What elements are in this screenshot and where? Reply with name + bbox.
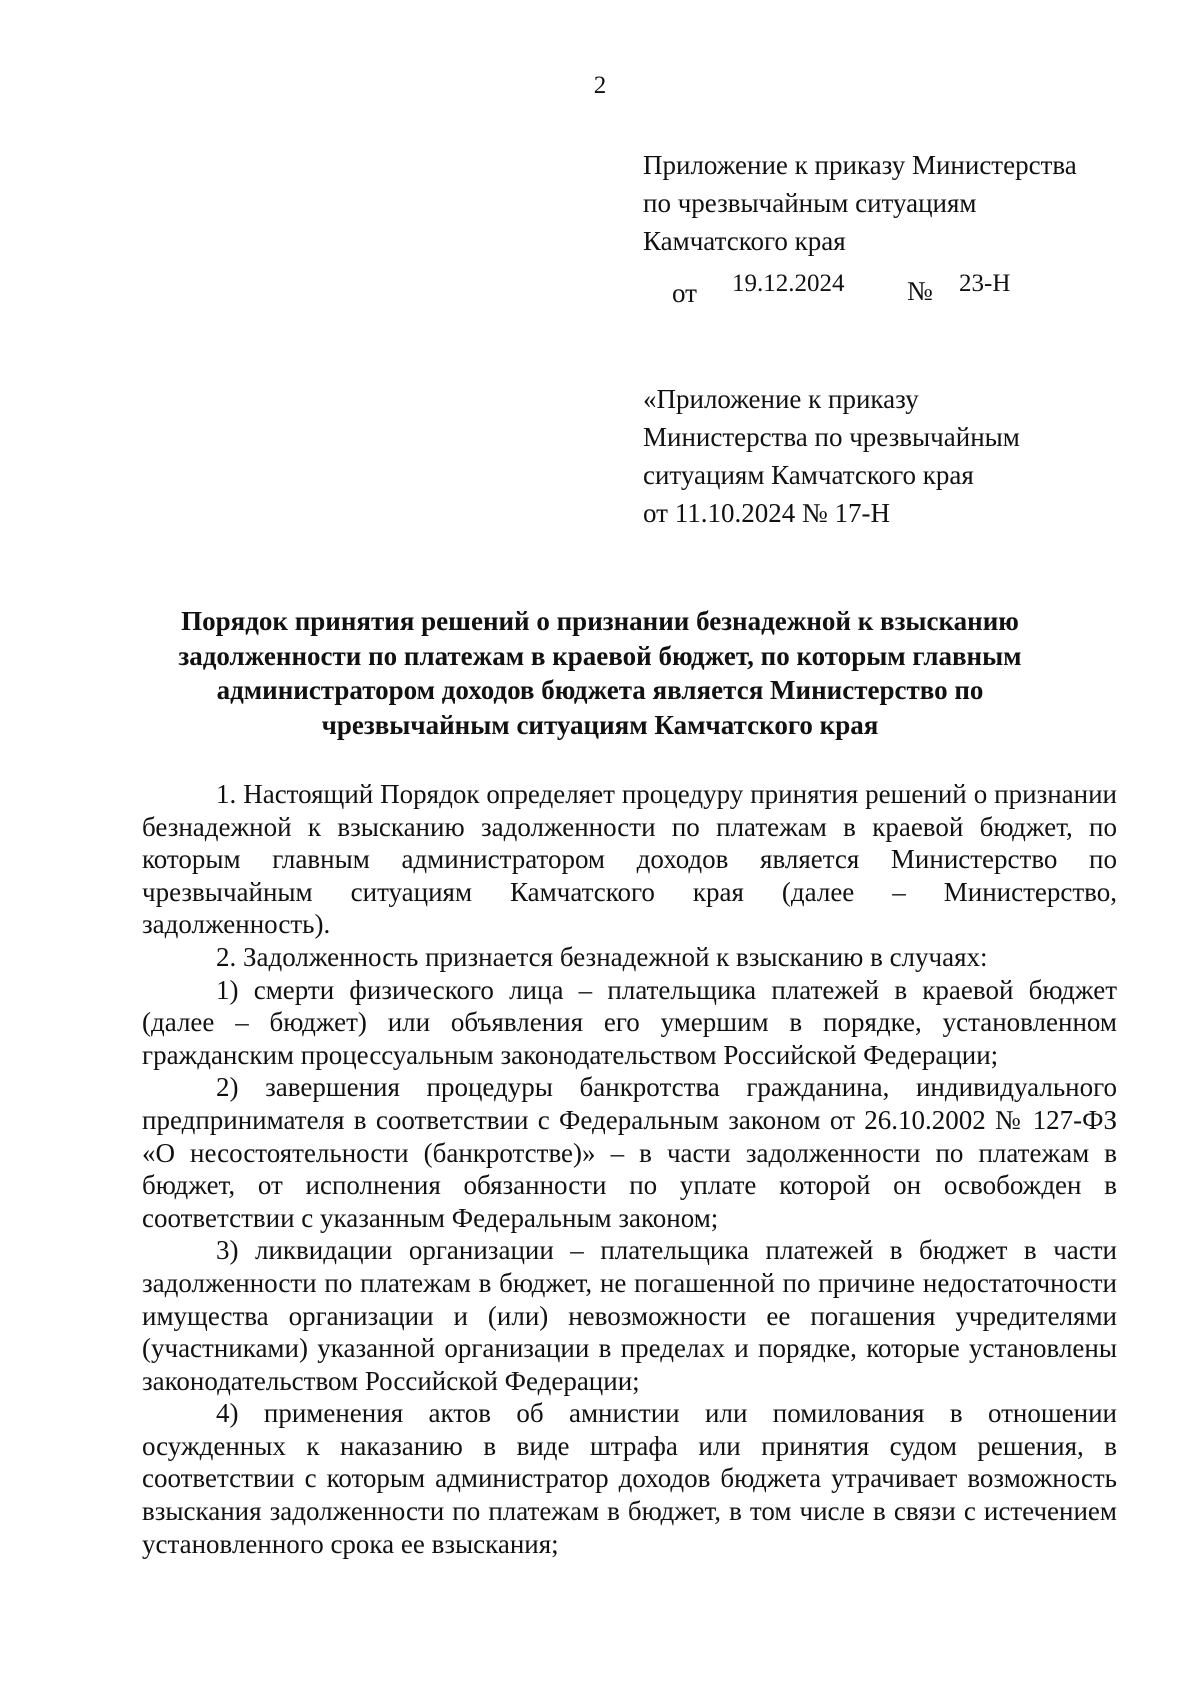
order-from-label: от bbox=[672, 278, 697, 308]
order-number: 23-Н bbox=[959, 270, 1011, 297]
page-number: 2 bbox=[593, 72, 607, 99]
paragraph: 2. Задолженность признается безнадежной к взысканию в случаях: bbox=[216, 941, 988, 972]
document-title bbox=[150, 604, 1050, 742]
paragraph: 2) завершения процедуры банкротства гражданина, индивидуального предпринимателя в соответствии с Федеральным законом от 26.10.2002 № 127-ФЗ «О несостоятельности (банкротстве)» – в части задолженности по платежам в бюджет, от исполнения обязанности по уплате которой он освобожден в соответствии с указанным Федеральным законом; bbox=[142, 1072, 1117, 1233]
previous-appendix-line: от 11.10.2024 № 17-Н bbox=[643, 498, 890, 528]
previous-appendix-line: Министерства по чрезвычайным bbox=[643, 422, 1020, 452]
previous-appendix-line: ситуациям Камчатского края bbox=[643, 460, 974, 490]
title-line: задолженности по платежам в краевой бюджет, по которым главным bbox=[178, 640, 1022, 671]
paragraph: 3) ликвидации организации – плательщика платежей в бюджет в части задолженности по платежам в бюджет, не погашенной по причине недостаточности имущества организации и (или) невозможности ее погашения учредителями (участниками) указанной организации в пределах и порядке, которые установлены законодательством Российской Федерации; bbox=[142, 1235, 1117, 1396]
previous-appendix-header bbox=[643, 380, 1163, 532]
order-date: 19.12.2024 bbox=[732, 270, 845, 297]
paragraph: 1. Настоящий Порядок определяет процедуру принятия решений о признании безнадежной к взысканию задолженности по платежам в краевой бюджет, по которым главным администратором доходов является Министерство по чрезвычайным ситуациям Камчатского края (далее – Министерство, задолженность). bbox=[142, 779, 1117, 940]
appendix-header bbox=[643, 146, 1143, 260]
title-line: администратором доходов бюджета является Министерство по bbox=[216, 675, 984, 705]
order-number-label: № bbox=[907, 276, 933, 306]
appendix-line: Приложение к приказу Министерства bbox=[643, 150, 1077, 180]
document-body bbox=[142, 778, 1117, 1560]
paragraph: 1) смерти физического лица – плательщика платежей в краевой бюджет (далее – бюджет) или объявления его умершим в порядке, установленном гражданским процессуальным законодательством Российской Федерации; bbox=[142, 974, 1117, 1070]
appendix-line: по чрезвычайным ситуациям bbox=[643, 188, 977, 218]
title-line: Порядок принятия решений о признании безнадежной к взысканию bbox=[181, 606, 1019, 636]
order-details bbox=[672, 270, 1122, 308]
title-line: чрезвычайным ситуациям Камчатского края bbox=[321, 709, 879, 740]
paragraph: 4) применения актов об амнистии или помилования в отношении осужденных к наказанию в виде штрафа или принятия судом решения, в соответствии с которым администратор доходов бюджета утрачивает возможность взыскания задолженности по платежам в бюджет, в том числе в связи с истечением установленного срока ее взыскания; bbox=[142, 1398, 1117, 1559]
appendix-line: Камчатского края bbox=[643, 226, 846, 256]
previous-appendix-line: «Приложение к приказу bbox=[643, 384, 919, 414]
